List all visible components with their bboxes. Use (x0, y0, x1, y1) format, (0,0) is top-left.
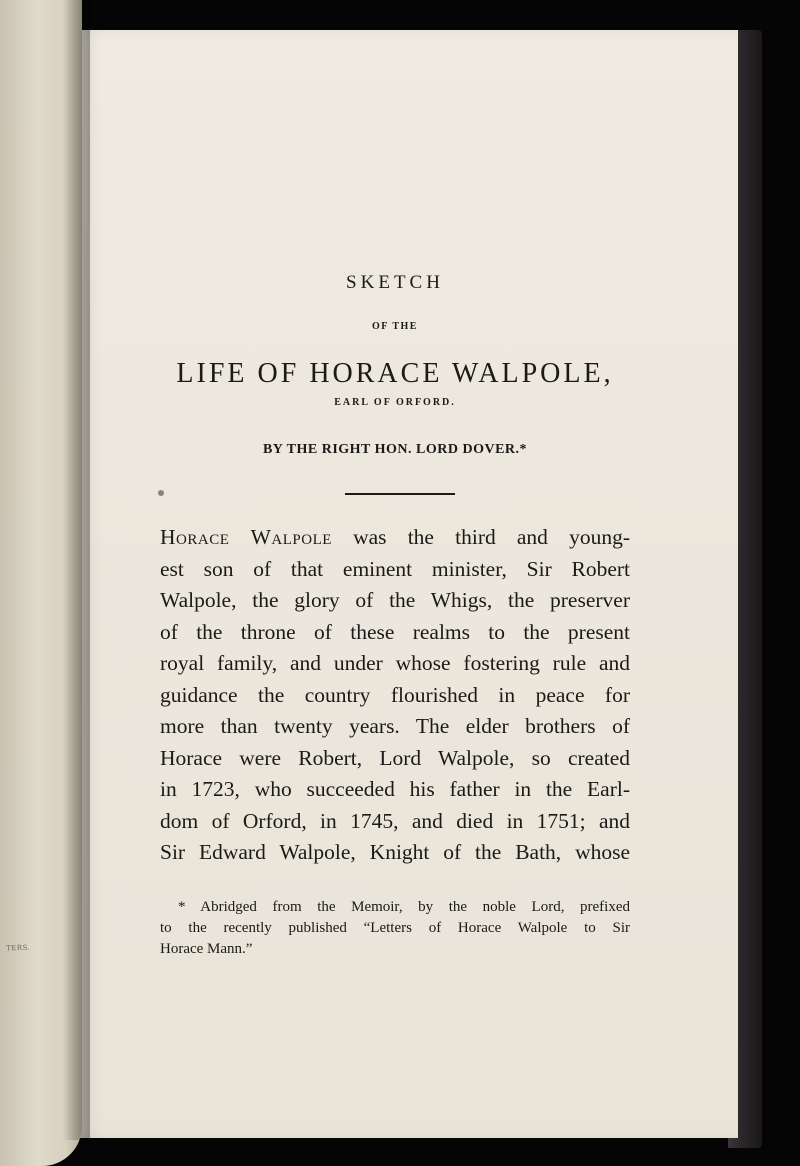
body-line (160, 522, 630, 554)
body-line: est son of that eminent minister, Sir Robert (160, 556, 630, 581)
footnote-line: to the recently published “Letters of Horace Walpole to Sir (160, 920, 630, 936)
body-line: Sir Edward Walpole, Knight of the Bath, whose (160, 840, 630, 864)
footnote-line: * Abridged from the Memoir, by the noble Lord, prefixed (178, 899, 630, 915)
book-page (78, 30, 738, 1138)
body-line: of the throne of these realms to the present (160, 619, 630, 644)
body-lead-smallcaps: Horace Walpole (160, 525, 332, 549)
heading-title: LIFE OF HORACE WALPOLE, (176, 358, 614, 389)
body-line: dom of Orford, in 1745, and died in 1751; and (160, 808, 630, 833)
heading-byline: BY THE RIGHT HON. LORD DOVER.* (262, 442, 528, 457)
footnote (160, 897, 630, 960)
section-rule (345, 493, 455, 495)
body-line: guidance the country flourished in peace for (160, 682, 630, 707)
heading-sketch: SKETCH (346, 272, 444, 293)
body-line: Horace were Robert, Lord Walpole, so created (160, 745, 630, 770)
body-line-rest: was the third and young- (331, 525, 631, 549)
page-gutter-shadow (62, 0, 90, 1140)
footnote-line: Horace Mann.” (160, 941, 253, 957)
paper-speck (158, 490, 164, 496)
body-line: royal family, and under whose fostering rule and (160, 651, 630, 675)
heading-of-the: OF THE (372, 321, 418, 332)
body-line: in 1723, who succeeded his father in the Earl- (160, 777, 630, 801)
heading-earl: EARL OF ORFORD. (334, 397, 456, 408)
body-paragraph (160, 522, 630, 869)
body-line: Walpole, the glory of the Whigs, the preserver (160, 588, 630, 612)
body-line: more than twenty years. The elder brothers of (160, 714, 630, 738)
left-page-marginalia: TERS. (5, 943, 31, 953)
